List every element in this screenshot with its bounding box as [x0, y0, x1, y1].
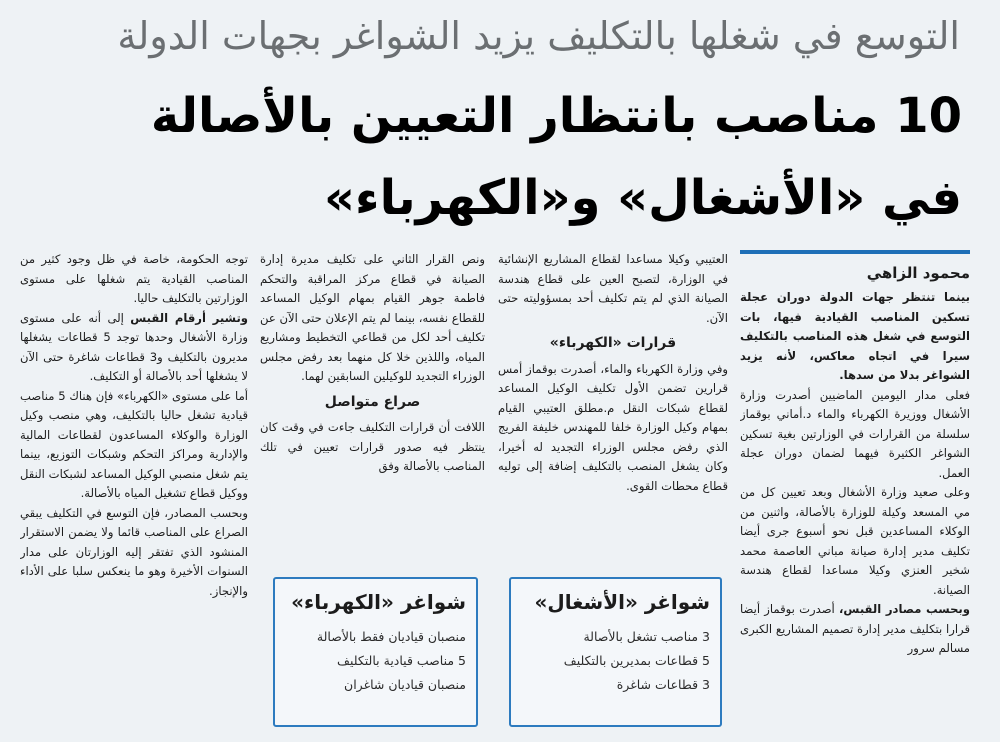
- article-column-3: [260, 250, 485, 570]
- supertitle: التوسع في شغلها بالتكليف يزيد الشواغر بجهات الدولة: [117, 14, 960, 58]
- power-box-title: شواغر «الكهرباء»: [291, 590, 466, 614]
- power-box-item: منصبان قياديان شاغران: [344, 677, 466, 692]
- works-box-item: 3 مناصب تشغل بالأصالة: [583, 629, 710, 644]
- paragraph: العتيبي وكيلا مساعدا لقطاع المشاريع الإنشائية في الوزارة، لتصبح العين على قطاع هندسة الصيانة الذي لم يتم تكليف أحد بمسؤوليته حتى الآن.: [498, 252, 728, 325]
- works-vacancies-box: [509, 577, 722, 727]
- power-box-item: 5 مناصب قيادية بالتكليف: [337, 653, 466, 668]
- paragraph: [20, 309, 248, 387]
- author-name: محمود الزاهي: [866, 264, 970, 282]
- paragraph: وفي وزارة الكهرباء والماء، أصدرت بوقماز أمس قرارين تضمن الأول تكليف الوكيل المساعد لقطاع شبكات النقل م.مطلق العتيبي القيام بمهام وكيل الوزارة خلفا للمهندس خليفة الفريج الذي رفض مجلس الوزراء التجديد له أخيرا، وكان يشغل المنصب بالتكليف إضافة إلى توليه قطاع محطات القوى.: [498, 361, 728, 493]
- power-box-item: منصبان قياديان فقط بالأصالة: [316, 629, 466, 644]
- paragraph-lead: وبحسب مصادر القبس،: [839, 602, 970, 616]
- paragraph: [740, 600, 970, 659]
- paragraph: ونص القرار الثاني على تكليف مديرة إدارة الصيانة في قطاع مركز المراقبة والتحكم فاطمة جوهر القيام بمهام الوكيل المساعد للقطاع نفسه، بينما لم يتم الإعلان حتى الآن عن تكليف أحد لكل من قطاعي التخطيط ومشاريع المياه، واللذين خلا كل منهما بعد رفض مجلس الوزراء التجديد للوكيلين السابقين لهما.: [260, 252, 485, 383]
- paragraph: وبحسب المصادر، فإن التوسع في التكليف يبقي الصراع على المناصب قائما ولا يضمن الاستقرار المنشود الذي تفتقر إليه الوزارتان على مدار السنوات الأخيرة وهو ما ينعكس سلبا على الأداء والإنجاز.: [20, 505, 248, 598]
- section-subhead: صراع متواصل: [324, 393, 421, 410]
- paragraph: وعلى صعيد وزارة الأشغال وبعد تعيين كل من مي المسعد وكيلة للوزارة بالأصالة، واثنين من الوكلاء المساعدين قبل نحو أسبوع جرى أيضا تكليف مدير إدارة صيانة مباني العاصمة محمد شخير العنزي وكيلا مساعدا لقطاع هندسة الصيانة.: [740, 485, 970, 597]
- works-box-item: 3 قطاعات شاغرة: [616, 677, 710, 692]
- article-column-1: [740, 250, 970, 740]
- author-divider: [740, 250, 970, 254]
- paragraph: توجه الحكومة، خاصة في ظل وجود كثير من المناصب القيادية يتم شغلها على مستوى الوزارتين بالتكليف حاليا.: [20, 252, 248, 305]
- headline-line-2: في «الأشغال» و«الكهرباء»: [324, 170, 962, 226]
- paragraph: اللافت أن قرارات التكليف جاءت في وقت كان ينتظر فيه صدور قرارات تعيين في تلك المناصب بالأصالة وفق: [260, 420, 485, 473]
- lead-paragraph: بينما تنتظر جهات الدولة دوران عجلة تسكين المناصب القيادية فيها، بات التوسع في شغل هذه المناصب بالتكليف سيرا في اتجاه معاكس، لأنه يزيد الشواغر بدلا من سدها.: [740, 290, 970, 382]
- paragraph: أما على مستوى «الكهرباء» فإن هناك 5 مناصب قيادية تشغل حاليا بالتكليف، وهي منصب وكيل الوزارة والوكلاء المساعدون لقطاعات المالية والإدارية ومراكز التحكم وشبكات التوزيع، بينما يتم شغل منصبي الوكيل المساعد لشبكات النقل ووكيل قطاع تشغيل المياه بالأصالة.: [20, 388, 248, 500]
- power-vacancies-box: [273, 577, 478, 727]
- paragraph-lead: وتشير أرقام القبس: [130, 310, 248, 325]
- section-subhead: قرارات «الكهرباء»: [549, 335, 677, 351]
- article-column-2: [498, 250, 728, 575]
- article-column-4: [20, 250, 248, 740]
- paragraph-body: أصدرت بوقماز أيضا قرارا بتكليف مدير إدارة تصميم المشاريع الكبرى مسالم سرور: [740, 602, 970, 655]
- works-box-title: شواغر «الأشغال»: [534, 590, 710, 614]
- paragraph-body: إلى أنه على مستوى وزارة الأشغال وحدها توجد 5 قطاعات يشغلها مديرون بالتكليف و3 قطاعات شاغرة حتى الآن لا يشغلها أحد بالأصالة أو التكليف.: [20, 310, 248, 383]
- works-box-item: 5 قطاعات بمديرين بالتكليف: [563, 653, 710, 668]
- paragraph: فعلى مدار اليومين الماضيين أصدرت وزارة الأشغال ووزيرة الكهرباء والماء د.أماني بوقماز سلسلة من القرارات في الوزارتين بغية تسكين الشواغر الكثيرة فيهما لضمان دوران عجلة العمل.: [740, 387, 970, 480]
- headline-line-1: 10 مناصب بانتظار التعيين بالأصالة: [150, 88, 962, 144]
